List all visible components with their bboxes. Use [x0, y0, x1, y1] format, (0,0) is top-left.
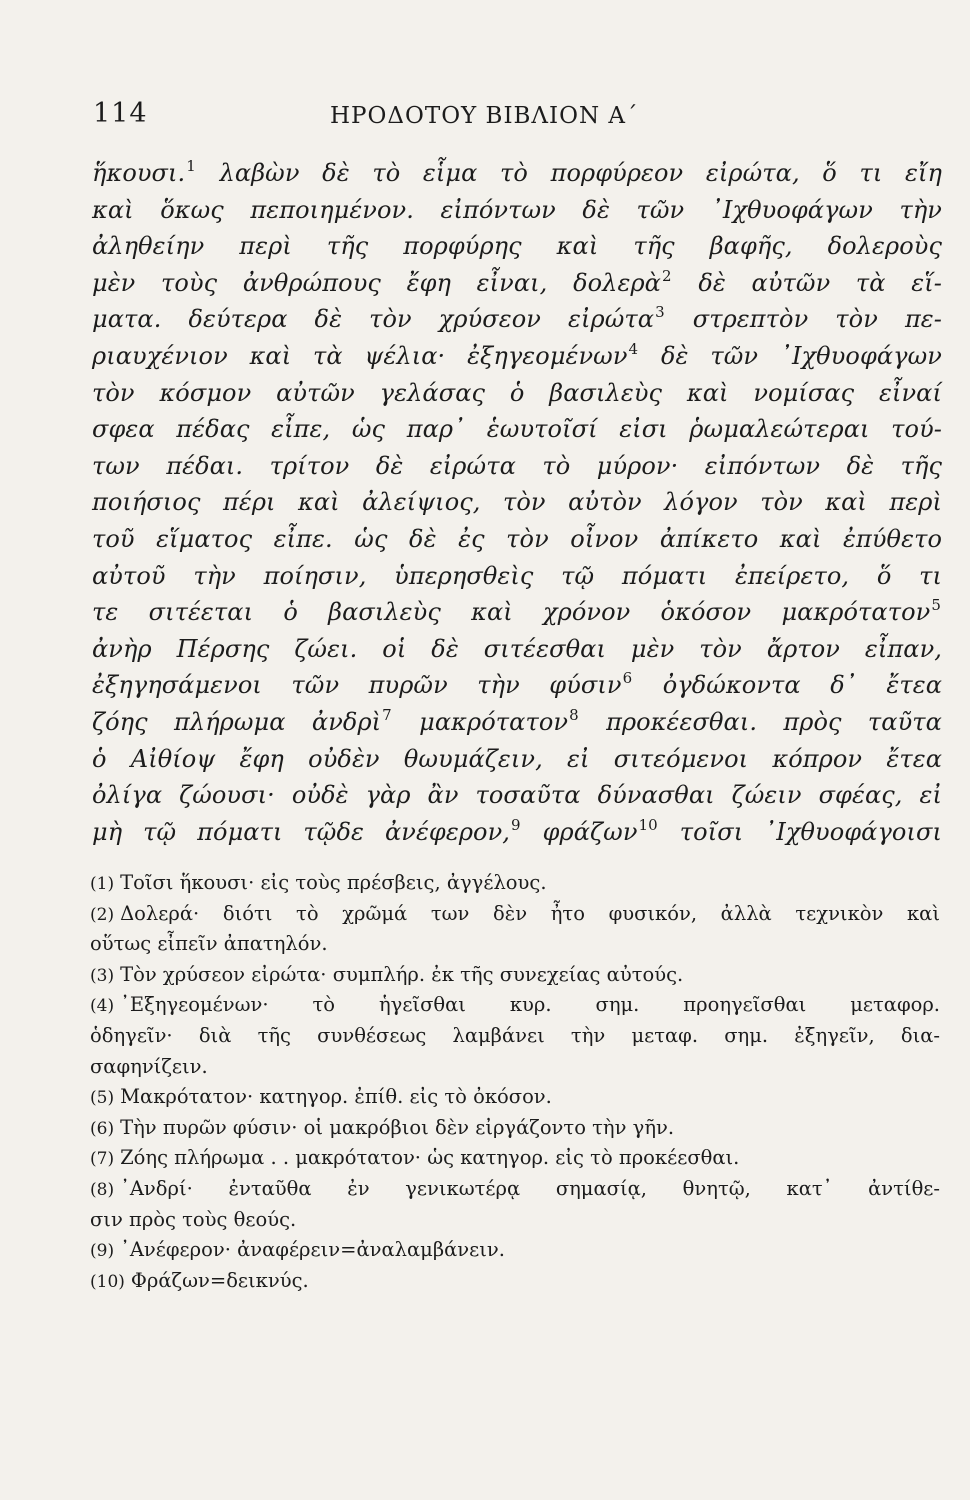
text-line [92, 411, 942, 448]
text-segment: ποιήσιος πέρι καὶ ἀλείψιος, τὸν αὐτὸν λόγον τὸν καὶ περὶ [92, 488, 942, 517]
text-segment: ματα. δεύτερα δὲ τὸν χρύσεον εἰρώτα [92, 305, 655, 334]
footnote-ref: 5 [931, 596, 941, 615]
text-line [92, 814, 942, 851]
footnote-number: (4) [90, 996, 115, 1017]
footnote-ref: 1 [186, 157, 196, 175]
text-line [92, 521, 942, 558]
footnote-number: (9) [90, 1241, 115, 1262]
text-line [92, 704, 942, 741]
footnote-number: (1) [90, 874, 115, 894]
page-number: 114 [93, 98, 148, 129]
footnote-ref: 8 [569, 705, 579, 724]
text-segment: ἥκουσι. [92, 159, 186, 187]
text-segment: τοῖσι ᾿Ιχθυοφάγοισι [658, 817, 942, 846]
text-line [92, 192, 942, 229]
footnote-line [90, 868, 940, 899]
footnote-line [90, 1021, 940, 1052]
footnote-text: Τὸν χρύσεον εἰρώτα· συμπλήρ. ἐκ τῆς συνεχείας αὐτούς. [120, 962, 684, 986]
text-segment: λαβὼν δὲ τὸ εἷμα τὸ πορφύρεον εἰρώτα, ὅ τι εἴη [196, 159, 942, 187]
footnote-number: (10) [90, 1271, 125, 1292]
text-line [92, 338, 942, 375]
footnote-line [90, 899, 940, 930]
footnote-text: Μακρότατον· κατηγορ. ἐπίθ. εἰς τὸ ὀκόσον. [120, 1085, 552, 1109]
footnote-lines [90, 868, 940, 1296]
text-line [92, 301, 942, 338]
text-line [92, 667, 942, 704]
footnote-line [90, 929, 940, 960]
text-segment: τε σιτέεται ὁ βασιλεὺς καὶ χρόνον ὁκόσον μακρότατον [92, 598, 931, 627]
footnote-line [90, 1113, 940, 1144]
footnote-ref: 4 [628, 339, 639, 358]
text-segment: ὀλίγα ζώουσι· οὐδὲ γὰρ ἂν τοσαῦτα δύνασθαι ζώειν σφέας, εἰ [92, 781, 942, 810]
text-segment: ἀληθείην περὶ τῆς πορφύρης καὶ τῆς βαφῆς, δολεροὺς [92, 232, 942, 261]
text-segment: ἐξηγησάμενοι τῶν πυρῶν τὴν φύσιν [92, 671, 622, 700]
text-line [92, 631, 942, 668]
text-line [92, 594, 942, 631]
footnote-text: ᾿Ανδρί· ἐνταῦθα ἐν γενικωτέρᾳ σημασίᾳ, θνητῷ, κατ᾽ ἀντίθε- [120, 1176, 940, 1200]
footnote-line [90, 1143, 940, 1174]
text-segment: τοῦ εἵματος εἶπε. ὡς δὲ ἐς τὸν οἶνον ἀπίκετο καὶ ἐπύθετο [92, 524, 942, 553]
text-segment: τὸν κόσμον αὐτῶν γελάσας ὁ βασιλεὺς καὶ νομίσας εἶναί [92, 378, 942, 407]
text-segment: μὴ τῷ πόματι τῷδε ἀνέφερον, [92, 817, 510, 846]
footnote-line [90, 960, 940, 991]
footnote-ref: 6 [622, 669, 633, 688]
footnote-ref: 10 [638, 815, 658, 834]
footnote-line [90, 1205, 940, 1236]
text-line [92, 228, 942, 265]
footnote-number: (8) [90, 1179, 115, 1200]
text-line [92, 448, 942, 485]
text-segment: μακρότατον [392, 707, 569, 736]
footnote-text: Δολερά· διότι τὸ χρῶμά των δὲν ἦτο φυσικόν, ἀλλὰ τεχνικὸν καὶ [120, 901, 940, 925]
text-segment: ὁ Αἰθίοψ ἔφη οὐδὲν θωυμάζειν, εἰ σιτεόμενοι κόπρον ἔτεα [92, 744, 942, 773]
text-segment: στρεπτὸν τὸν πε- [665, 305, 943, 334]
text-segment: των πέδαι. τρίτον δὲ εἰρώτα τὸ μύρον· εἰπόντων δὲ τῆς [92, 451, 942, 480]
footnote-line [90, 1082, 940, 1113]
footnote-text: σιν πρὸς τοὺς θεούς. [90, 1207, 297, 1231]
text-segment: προκέεσθαι. πρὸς ταῦτα [579, 707, 942, 736]
text-segment: ζόης πλήρωμα ἀνδρὶ [92, 707, 382, 736]
text-segment: καὶ ὅκως πεποιημένον. εἰπόντων δὲ τῶν ᾿Ιχθυοφάγων τὴν [92, 195, 942, 224]
text-line [92, 155, 942, 192]
text-segment: δὲ αὐτῶν τὰ εἵ- [672, 268, 942, 297]
footnote-line [90, 990, 940, 1021]
footnote-ref: 2 [661, 266, 672, 285]
footnote-text: ᾿Εξηγεομένων· τὸ ἡγεῖσθαι κυρ. σημ. προηγεῖσθαι μεταφορ. [120, 993, 940, 1017]
footnote-text: Ζόης πλήρωμα . . μακρότατον· ὡς κατηγορ. εἰς τὸ προκέεσθαι. [120, 1146, 740, 1170]
text-line [92, 777, 942, 814]
text-segment: σφεα πέδας εἶπε, ὡς παρ᾽ ἑωυτοῖσί εἰσι ῥωμαλεώτεραι τού- [92, 415, 942, 444]
text-segment: ἀνὴρ Πέρσης ζώει. οἱ δὲ σιτέεσθαι μὲν τὸν ἄρτον εἶπαν, [92, 634, 942, 663]
footnote-text: Φράζων=δεικνύς. [130, 1268, 309, 1292]
footnote-number: (3) [90, 965, 115, 986]
main-text [92, 155, 942, 850]
footnote-line [90, 1174, 940, 1205]
footnote-line [90, 1235, 940, 1266]
text-segment: φράζων [521, 817, 638, 846]
footnote-line [90, 1266, 940, 1297]
footnote-text: οὕτως εἶπεῖν ἀπατηλόν. [90, 932, 328, 956]
footnote-number: (5) [90, 1088, 115, 1109]
footnote-text: Τὴν πυρῶν φύσιν· οἱ μακρόβιοι δὲν εἰργάζοντο τὴν γῆν. [120, 1115, 675, 1139]
text-segment: αὐτοῦ τὴν ποίησιν, ὑπερησθεὶς τῷ πόματι ἐπείρετο, ὅ τι [92, 561, 942, 590]
footnote-text: ᾿Ανέφερον· ἀναφέρειν=ἀναλαμβάνειν. [120, 1238, 505, 1262]
text-line [92, 265, 942, 302]
text-segment: δὲ τῶν ᾿Ιχθυοφάγων [639, 341, 942, 370]
footnote-number: (7) [90, 1149, 115, 1170]
text-line [92, 484, 942, 521]
footnote-number: (2) [90, 904, 115, 925]
footnotes [90, 868, 940, 1296]
text-line [92, 558, 942, 595]
text-segment: ριαυχένιον καὶ τὰ ψέλια· ἐξηγεομένων [92, 341, 628, 370]
footnote-text: σαφηνίζειν. [90, 1054, 208, 1078]
running-head: ΗΡΟΔΟΤΟΥ ΒΙΒΛΙΟΝ Α΄ [330, 103, 639, 129]
footnote-text: Τοῖσι ἥκουσι· εἰς τοὺς πρέσβεις, ἀγγέλους. [120, 871, 547, 894]
main-text-lines [92, 155, 942, 850]
text-line [92, 375, 942, 412]
text-segment: ὀγδώκοντα δ᾽ ἔτεα [633, 671, 942, 700]
footnote-text: ὁδηγεῖν· διὰ τῆς συνθέσεως λαμβάνει τὴν μεταφ. σημ. ἐξηγεῖν, δια- [90, 1023, 940, 1047]
footnote-ref: 3 [655, 303, 665, 322]
footnote-ref: 7 [382, 705, 392, 724]
footnote-number: (6) [90, 1118, 115, 1139]
footnote-line [90, 1052, 940, 1083]
text-segment: μὲν τοὺς ἀνθρώπους ἔφη εἶναι, δολερὰ [92, 268, 661, 297]
text-line [92, 741, 942, 778]
footnote-ref: 9 [511, 815, 521, 834]
